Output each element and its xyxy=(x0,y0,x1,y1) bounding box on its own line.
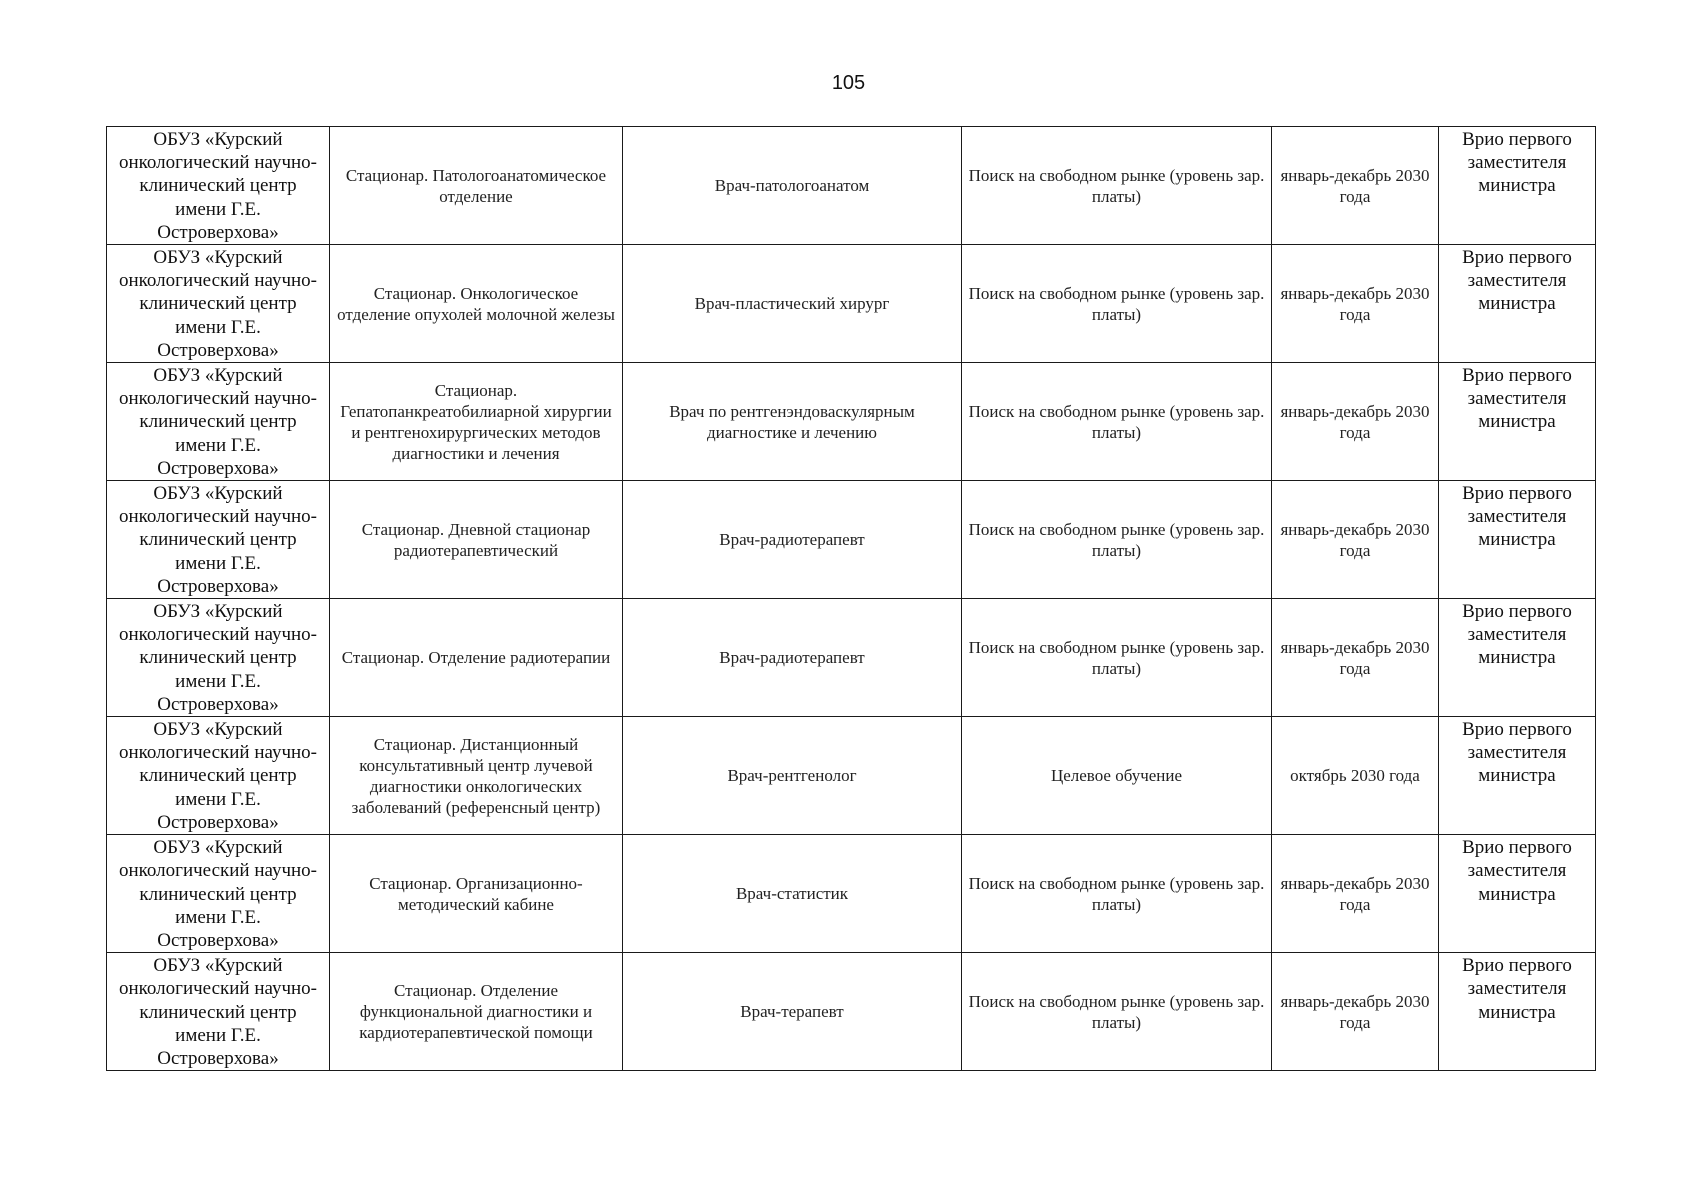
method-cell xyxy=(962,363,1272,481)
method-cell xyxy=(962,599,1272,717)
organization-name: ОБУЗ «Курский онкологический научно-клинический центр имени Г.Е. Островерхова» xyxy=(118,837,318,951)
term-text: январь-декабрь 2030 года xyxy=(1280,401,1430,442)
term-text: январь-декабрь 2030 года xyxy=(1280,637,1430,678)
department-cell xyxy=(330,481,623,599)
organization-name: ОБУЗ «Курский онкологический научно-клинический центр имени Г.Е. Островерхова» xyxy=(118,129,318,243)
department-name: Стационар. Отделение радиотерапии xyxy=(341,648,611,668)
term-text: январь-декабрь 2030 года xyxy=(1280,519,1430,560)
organization-name: ОБУЗ «Курский онкологический научно-клинический центр имени Г.Е. Островерхова» xyxy=(118,601,318,715)
responsible-person: Врио первого заместителя министра xyxy=(1462,601,1572,669)
responsible-person: Врио первого заместителя министра xyxy=(1462,955,1572,1023)
department-name: Стационар. Дневной стационар радиотерапевтический xyxy=(361,519,591,560)
responsible-person: Врио первого заместителя министра xyxy=(1462,719,1572,787)
recruitment-method: Поиск на свободном рынке (уровень зар. платы) xyxy=(968,401,1265,442)
department-cell xyxy=(330,245,623,363)
term-text: январь-декабрь 2030 года xyxy=(1280,165,1430,206)
responsible-person: Врио первого заместителя министра xyxy=(1462,365,1572,433)
method-cell xyxy=(962,481,1272,599)
department-cell xyxy=(330,127,623,245)
method-cell xyxy=(962,835,1272,953)
table-row xyxy=(107,835,1596,953)
organization-cell xyxy=(107,835,330,953)
organization-cell xyxy=(107,953,330,1071)
responsible-person: Врио первого заместителя министра xyxy=(1462,483,1572,551)
term-cell xyxy=(1272,717,1439,835)
position-cell xyxy=(623,953,962,1071)
organization-cell xyxy=(107,363,330,481)
method-cell xyxy=(962,953,1272,1071)
table-row xyxy=(107,481,1596,599)
position-cell xyxy=(623,599,962,717)
position-cell xyxy=(623,245,962,363)
method-cell xyxy=(962,127,1272,245)
term-text: январь-декабрь 2030 года xyxy=(1280,283,1430,324)
organization-cell xyxy=(107,717,330,835)
responsible-cell xyxy=(1439,717,1596,835)
organization-name: ОБУЗ «Курский онкологический научно-клинический центр имени Г.Е. Островерхова» xyxy=(118,483,318,597)
department-name: Стационар. Гепатопанкреатобилиарной хирургии и рентгенохирургических методов диагностики и лечения xyxy=(340,380,612,463)
page-number: 105 xyxy=(831,72,866,94)
term-cell xyxy=(1272,599,1439,717)
organization-name: ОБУЗ «Курский онкологический научно-клинический центр имени Г.Е. Островерхова» xyxy=(118,247,318,361)
department-name: Стационар. Онкологическое отделение опухолей молочной железы xyxy=(337,283,615,324)
position-name: Врач-пластический хирург xyxy=(694,294,890,314)
term-cell xyxy=(1272,245,1439,363)
staffing-table xyxy=(106,126,1596,1071)
responsible-person: Врио первого заместителя министра xyxy=(1462,129,1572,197)
recruitment-method: Поиск на свободном рынке (уровень зар. платы) xyxy=(968,519,1265,560)
position-cell xyxy=(623,481,962,599)
term-cell xyxy=(1272,363,1439,481)
department-cell xyxy=(330,835,623,953)
recruitment-method: Поиск на свободном рынке (уровень зар. платы) xyxy=(968,165,1265,206)
table-row xyxy=(107,599,1596,717)
term-cell xyxy=(1272,953,1439,1071)
department-name: Стационар. Дистанционный консультативный центр лучевой диагностики онкологических заболеваний (референсный центр) xyxy=(351,734,601,817)
department-cell xyxy=(330,953,623,1071)
responsible-cell xyxy=(1439,599,1596,717)
recruitment-method: Целевое обучение xyxy=(1050,766,1183,786)
table-row xyxy=(107,363,1596,481)
responsible-cell xyxy=(1439,127,1596,245)
organization-name: ОБУЗ «Курский онкологический научно-клинический центр имени Г.Е. Островерхова» xyxy=(118,365,318,479)
method-cell xyxy=(962,245,1272,363)
recruitment-method: Поиск на свободном рынке (уровень зар. платы) xyxy=(968,283,1265,324)
responsible-person: Врио первого заместителя министра xyxy=(1462,247,1572,315)
department-cell xyxy=(330,599,623,717)
term-text: январь-декабрь 2030 года xyxy=(1280,991,1430,1032)
responsible-cell xyxy=(1439,481,1596,599)
position-name: Врач-терапевт xyxy=(740,1002,844,1022)
term-cell xyxy=(1272,835,1439,953)
responsible-cell xyxy=(1439,835,1596,953)
table-row xyxy=(107,717,1596,835)
organization-name: ОБУЗ «Курский онкологический научно-клинический центр имени Г.Е. Островерхова» xyxy=(118,955,318,1069)
position-cell xyxy=(623,717,962,835)
department-name: Стационар. Организационно-методический кабине xyxy=(369,873,583,914)
position-name: Врач-радиотерапевт xyxy=(719,530,865,550)
department-cell xyxy=(330,363,623,481)
department-name: Стационар. Отделение функциональной диагностики и кардиотерапевтической помощи xyxy=(359,981,593,1043)
department-name: Стационар. Патологоанатомическое отделение xyxy=(345,165,607,206)
position-cell xyxy=(623,363,962,481)
recruitment-method: Поиск на свободном рынке (уровень зар. платы) xyxy=(968,637,1265,678)
term-cell xyxy=(1272,127,1439,245)
organization-cell xyxy=(107,127,330,245)
position-cell xyxy=(623,127,962,245)
responsible-cell xyxy=(1439,245,1596,363)
table-row xyxy=(107,245,1596,363)
responsible-cell xyxy=(1439,363,1596,481)
responsible-cell xyxy=(1439,953,1596,1071)
position-name: Врач-статистик xyxy=(735,884,849,904)
position-name: Врач-патологоанатом xyxy=(714,176,870,195)
method-cell xyxy=(962,717,1272,835)
recruitment-method: Поиск на свободном рынке (уровень зар. платы) xyxy=(968,991,1265,1032)
term-text: январь-декабрь 2030 года xyxy=(1280,873,1430,914)
recruitment-method: Поиск на свободном рынке (уровень зар. платы) xyxy=(968,873,1265,914)
organization-cell xyxy=(107,481,330,599)
responsible-person: Врио первого заместителя министра xyxy=(1462,837,1572,905)
position-name: Врач-рентгенолог xyxy=(727,766,857,786)
position-name: Врач-радиотерапевт xyxy=(719,648,865,668)
position-cell xyxy=(623,835,962,953)
organization-cell xyxy=(107,245,330,363)
table-row xyxy=(107,127,1596,245)
term-text: октябрь 2030 года xyxy=(1290,766,1420,786)
organization-name: ОБУЗ «Курский онкологический научно-клинический центр имени Г.Е. Островерхова» xyxy=(118,719,318,833)
term-cell xyxy=(1272,481,1439,599)
table-row xyxy=(107,953,1596,1071)
department-cell xyxy=(330,717,623,835)
organization-cell xyxy=(107,599,330,717)
position-name: Врач по рентгенэндоваскулярным диагностике и лечению xyxy=(669,401,915,442)
